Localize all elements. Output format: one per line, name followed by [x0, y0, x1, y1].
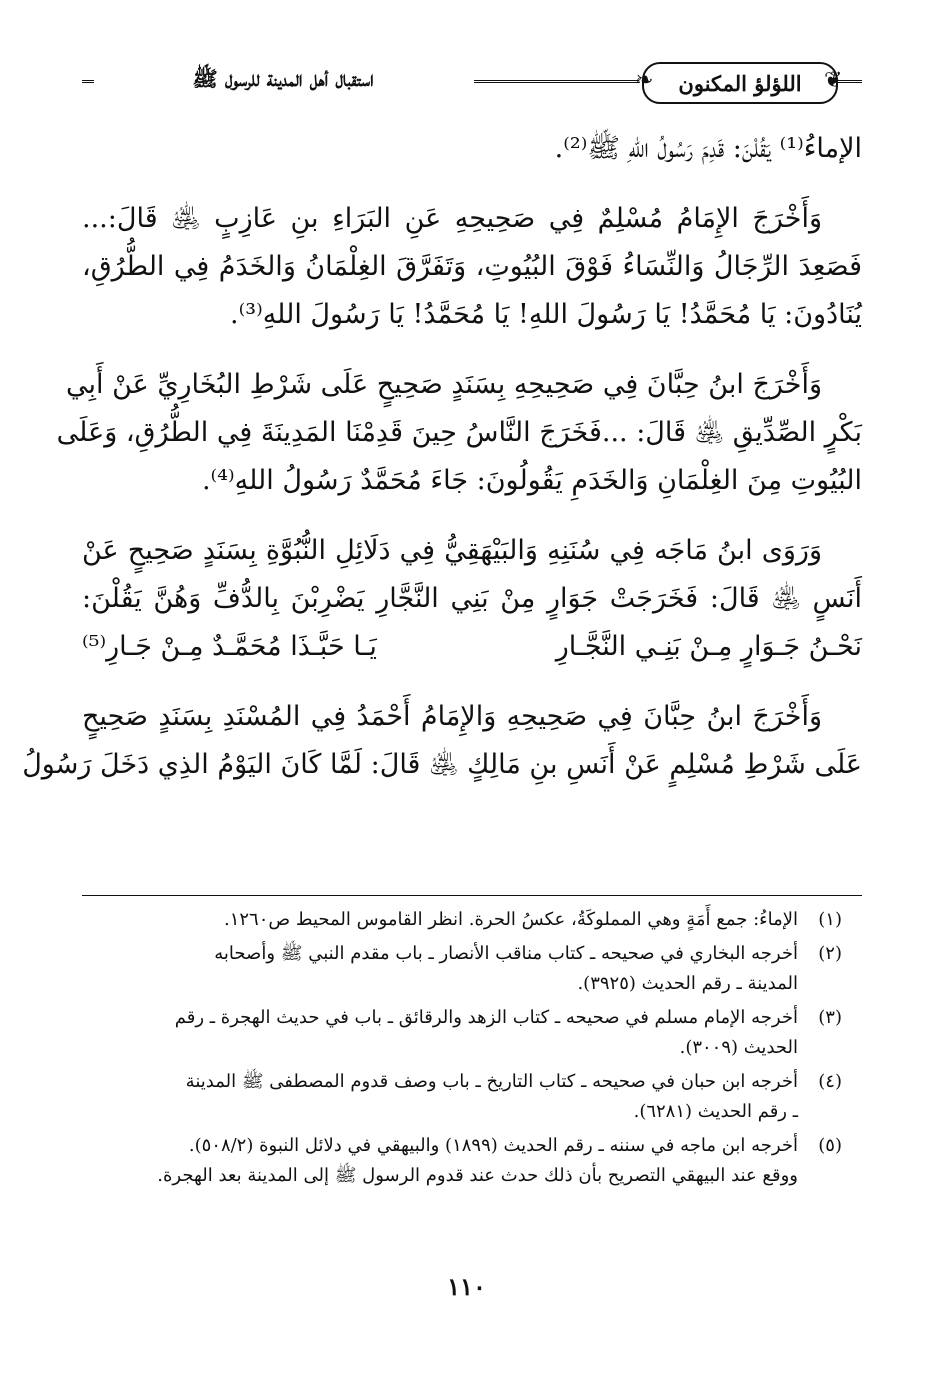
ornament-icon: ❦: [824, 68, 843, 93]
text-line: وَأَخْرَجَ ابنُ حِبَّانَ فِي صَحِيحِهِ بِسَنَدٍ صَحِيحٍ عَلَى شَرْطِ البُخَارِيِّ عَنْ أَبِي: [65, 369, 822, 400]
footnote-number: (٣): [818, 1007, 842, 1028]
footnote: [82, 905, 842, 935]
footnote: [82, 1067, 842, 1127]
footnote: [82, 1131, 842, 1191]
text-line: وَأَخْرَجَ ابنُ حِبَّانَ فِي صَحِيحِهِ وَالإِمَامُ أَحْمَدُ فِي المُسْنَدِ بِسَنَدٍ صَحِيحٍ: [82, 701, 822, 732]
chapter-title: استقبال أهل المدينة للرسول ﷺ: [192, 66, 374, 91]
book-title: اللؤلؤ المكنون: [642, 62, 838, 104]
footnote-number: (١): [818, 909, 842, 930]
footnote-number: (٢): [818, 943, 842, 964]
footnote-text: الإماءُ: جمع أَمَةٍ وهي المملوكَةُ، عكسُ الحرة. انظر القاموس المحيط ص١٢٦٠.: [223, 909, 798, 930]
text-line: أَنَسٍ ﵁ قَالَ: فَخَرَجَتْ جَوَارٍ مِنْ بَنِي النَّجَّارِ يَضْرِبْنَ بِالدُّفِّ وَهُنَّ يَقُلْنَ:: [82, 583, 862, 614]
footnote-number: (٤): [818, 1071, 842, 1092]
poem-verse: [82, 623, 862, 671]
footnote-text: ووقع عند البيهقي التصريح بأن ذلك حدث عند قدوم الرسول ﷺ إلى المدينة بعد الهجرة.: [157, 1165, 798, 1186]
header-rule: [474, 80, 639, 83]
text-line: وَأَخْرَجَ الإِمَامُ مُسْلِمٌ فِي صَحِيحِهِ عَنِ البَرَاءِ بنِ عَازِبٍ ﵁ قَالَ:...: [82, 203, 822, 234]
text-line: بَكْرٍ الصِّدِّيقِ ﵁ قَالَ: ...فَخَرَجَ النَّاسُ حِينَ قَدِمْنَا المَدِينَةَ فِي الطُّرُقِ، وَعَلَى: [56, 417, 862, 448]
footnote-text: الحديث (٣٠٠٩).: [679, 1037, 798, 1058]
text-line: عَلَى شَرْطِ مُسْلِمٍ عَنْ أَنَسِ بنِ مَالِكٍ ﵁ قَالَ: لَمَّا كَانَ اليَوْمُ الذِي دَخَلَ رَسُولُ: [22, 749, 862, 780]
footnotes: [82, 905, 842, 1195]
footnote: [82, 1003, 842, 1063]
text-line: فَصَعِدَ الرِّجَالُ وَالنِّسَاءُ فَوْقَ البُيُوتِ، وَتَفَرَّقَ الغِلْمَانُ وَالخَدَمُ فِي الطُّرُقِ،: [82, 251, 862, 282]
verse-hemistich: يَـا حَبَّـذَا مُحَمَّـدٌ مِـنْ جَـارِ⁽⁵⁾: [82, 631, 377, 662]
footnote: [82, 939, 842, 999]
footnote-text: أخرجه ابن ماجه في سننه ـ رقم الحديث (١٨٩٩) والبيهقي في دلائل النبوة (٥٠٨/٢).: [188, 1135, 798, 1156]
running-header: [82, 58, 862, 108]
page-number: ١١٠: [447, 1272, 486, 1301]
footnote-text: المدينة ـ رقم الحديث (٣٩٢٥).: [577, 973, 798, 994]
footnote-text: ـ رقم الحديث (٦٢٨١).: [633, 1101, 798, 1122]
footnote-number: (٥): [818, 1135, 842, 1156]
text-line: يُنَادُونَ: يَا مُحَمَّدُ! يَا رَسُولَ اللهِ! يَا مُحَمَّدُ! يَا رَسُولَ اللهِ⁽³⁾.: [230, 299, 862, 330]
header-rule: [82, 80, 94, 83]
footnote-text: أخرجه البخاري في صحيحه ـ كتاب مناقب الأنصار ـ باب مقدم النبي ﷺ وأصحابه: [214, 943, 798, 964]
verse-hemistich: نَحْـنُ جَـوَارٍ مِـنْ بَنِـي النَّجَّـارِ: [555, 631, 862, 662]
text-line: الإماءُ⁽¹⁾ يَقُلْنَ: قَدِمَ رَسُولُ اللهِ ﷺ⁽²⁾.: [554, 133, 862, 164]
footnote-text: أخرجه ابن حبان في صحيحه ـ كتاب التاريخ ـ باب وصف قدوم المصطفى ﷺ المدينة: [185, 1071, 798, 1092]
text-line: البُيُوتِ مِنَ الغِلْمَانِ وَالخَدَمِ يَقُولُونَ: جَاءَ مُحَمَّدٌ رَسُولُ اللهِ⁽⁴⁾.: [201, 465, 862, 496]
main-text: [22, 125, 862, 789]
text-line: وَرَوَى ابنُ مَاجَه فِي سُنَنِهِ وَالبَيْهَقِيُّ فِي دَلَائِلِ النُّبُوَّةِ بِسَنَدٍ صَحِيحٍ عَنْ: [82, 535, 822, 566]
ornament-icon: ❧: [635, 68, 654, 93]
footnote-separator: [82, 895, 862, 896]
footnote-text: أخرجه الإمام مسلم في صحيحه ـ كتاب الزهد والرقائق ـ باب في حديث الهجرة ـ رقم: [174, 1007, 798, 1028]
